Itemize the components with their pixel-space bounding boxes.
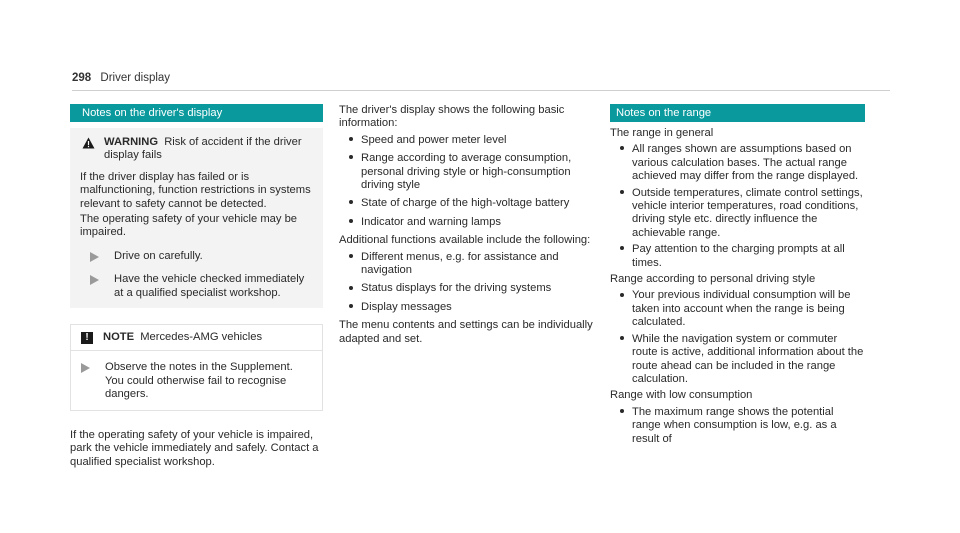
subheading-low: Range with low consumption [610, 389, 753, 402]
list-item: The maximum range shows the potential range when consumption is low, e.g. as a result of [610, 406, 865, 446]
warning-step [80, 273, 313, 300]
warning-step-text: Have the vehicle checked immediately at a qualified specialist workshop. [114, 273, 305, 299]
play-triangle-icon [81, 361, 97, 401]
list-item: Pay attention to the charging prompts at all times. [610, 243, 865, 270]
warning-step [80, 250, 313, 263]
note-title-text: Mercedes-AMG vehicles [140, 331, 263, 344]
column-middle [339, 104, 594, 349]
column-left [70, 104, 323, 469]
play-triangle-icon [90, 250, 106, 263]
page-number: 298 [72, 72, 92, 84]
section-heading-driver-display: Notes on the driver's display [70, 104, 323, 122]
subheading-personal: Range according to personal driving style [610, 273, 816, 286]
list-item: State of charge of the high-voltage battery [339, 197, 594, 210]
play-triangle-icon [90, 273, 106, 300]
header-divider [72, 90, 890, 91]
warning-box [70, 128, 323, 308]
warning-title [80, 136, 313, 163]
list-item: Outside temperatures, climate control settings, vehicle interior temperatures, road conditions, driving style etc. directly influence the achievable range. [610, 187, 865, 241]
list-item: Your previous individual consumption will be taken into account when the range is being calculated. [610, 289, 865, 329]
list-item: While the navigation system or commuter route is active, additional information about the route ahead can be included in the range calculation. [610, 333, 865, 387]
list-item: Indicator and warning lamps [339, 216, 594, 229]
warning-title-text: Risk of accident if the driver display fails [104, 136, 302, 162]
exclamation-square-icon: ! [81, 332, 93, 344]
note-box [70, 324, 323, 411]
list-item: Different menus, e.g. for assistance and navigation [339, 251, 594, 278]
closing-paragraph: If the operating safety of your vehicle is impaired, park the vehicle immediately and safely. Contact a qualified specialist workshop. [70, 428, 319, 468]
warning-label: WARNING [104, 136, 159, 148]
section-heading-range: Notes on the range [610, 104, 865, 122]
note-title [71, 325, 322, 351]
chapter-title: Driver display [100, 72, 171, 84]
list-item: Status displays for the driving systems [339, 282, 594, 295]
additional-intro: Additional functions available include the following: [339, 234, 591, 247]
list-item: Speed and power meter level [339, 134, 594, 147]
list-item: All ranges shown are assumptions based on various calculation bases. The actual range achieved may differ from the range displayed. [610, 143, 865, 183]
list-item: Display messages [339, 301, 594, 314]
note-step [71, 361, 312, 401]
outro-paragraph: The menu contents and settings can be individually adapted and set. [339, 319, 593, 345]
list-item: Range according to average consumption, personal driving style or high-consumption driving style [339, 152, 594, 192]
warning-paragraph: If the driver display has failed or is malfunctioning, function restrictions in systems relevant to safety cannot be detected. [80, 170, 311, 210]
warning-triangle-icon [82, 136, 98, 149]
page-header [72, 72, 170, 85]
subheading-general: The range in general [610, 127, 714, 139]
note-step-text: Observe the notes in the Supplement. You could otherwise fail to recognise dangers. [105, 361, 293, 401]
note-label: NOTE [103, 331, 135, 344]
warning-body [80, 171, 313, 240]
warning-step-text: Drive on carefully. [114, 249, 203, 262]
intro-paragraph: The driver's display shows the following basic information: [339, 104, 565, 130]
column-right [610, 104, 865, 449]
warning-paragraph: The operating safety of your vehicle may be impaired. [80, 213, 298, 239]
